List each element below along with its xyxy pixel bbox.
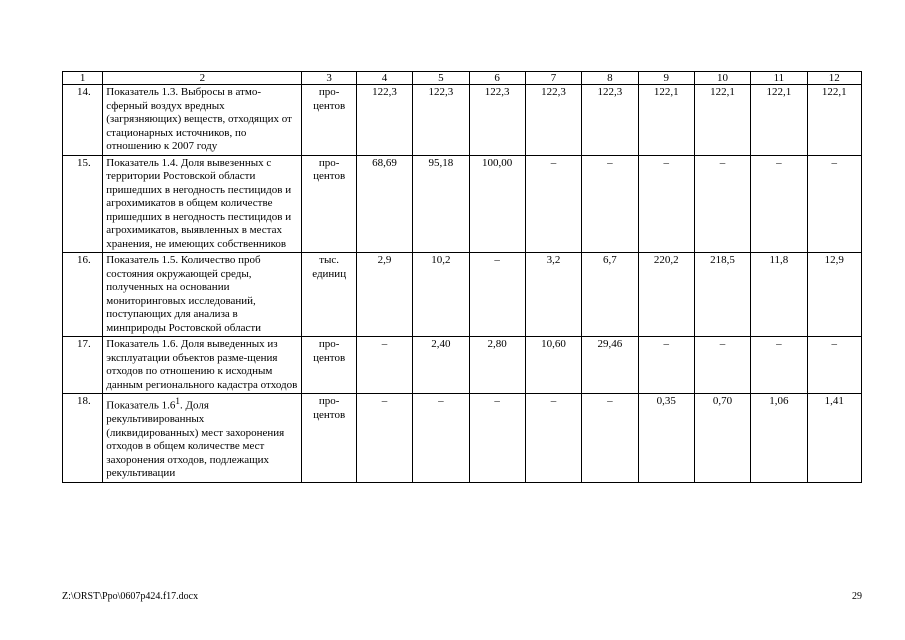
value-cell: – bbox=[638, 155, 694, 253]
row-number: 15. bbox=[63, 155, 103, 253]
indicator-description bbox=[103, 337, 302, 394]
footnote-marker: 1 bbox=[175, 396, 180, 406]
value-cell: 12,9 bbox=[807, 253, 861, 337]
value-cell: 122,3 bbox=[582, 85, 638, 156]
value-cell: 0,70 bbox=[694, 394, 750, 483]
value-cell: 122,3 bbox=[356, 85, 412, 156]
value-cell: – bbox=[356, 394, 412, 483]
value-cell: – bbox=[751, 337, 807, 394]
value-cell: 218,5 bbox=[694, 253, 750, 337]
value-cell: – bbox=[694, 155, 750, 253]
value-cell: – bbox=[751, 155, 807, 253]
indicator-description bbox=[103, 155, 302, 253]
header-cell: 4 bbox=[356, 72, 412, 85]
indicator-description bbox=[103, 253, 302, 337]
value-cell: 122,1 bbox=[751, 85, 807, 156]
row-number: 18. bbox=[63, 394, 103, 483]
value-cell: 122,1 bbox=[638, 85, 694, 156]
header-cell: 3 bbox=[302, 72, 356, 85]
value-cell: 1,06 bbox=[751, 394, 807, 483]
value-cell: 122,3 bbox=[525, 85, 581, 156]
indicator-text: Показатель 1.6. Доля выведенных из эксплуатации объектов разме-щения отходов по отношению к исходным данным регионального кадастра отходов bbox=[106, 338, 298, 391]
indicator-description bbox=[103, 394, 302, 483]
unit-cell: про-центов bbox=[302, 85, 356, 156]
table-row bbox=[63, 155, 862, 253]
value-cell: 0,35 bbox=[638, 394, 694, 483]
header-cell: 2 bbox=[103, 72, 302, 85]
indicator-text: Показатель 1.4. Доля вывезенных с территории Ростовской области пришедших в негодность пестицидов и агрохимикатов в общем количестве пришедших в негодность пестицидов и агрохимикатов, выявленных в местах хранения, не имеющих собственников bbox=[106, 156, 292, 250]
value-cell: 220,2 bbox=[638, 253, 694, 337]
value-cell: – bbox=[582, 394, 638, 483]
header-cell: 11 bbox=[751, 72, 807, 85]
value-cell: 122,1 bbox=[807, 85, 861, 156]
page-number: 29 bbox=[852, 591, 862, 602]
value-cell: – bbox=[638, 337, 694, 394]
value-cell: 1,41 bbox=[807, 394, 861, 483]
header-cell: 12 bbox=[807, 72, 861, 85]
indicator-table-container bbox=[62, 71, 862, 483]
value-cell: – bbox=[582, 155, 638, 253]
row-number: 16. bbox=[63, 253, 103, 337]
value-cell: 6,7 bbox=[582, 253, 638, 337]
value-cell: 10,2 bbox=[413, 253, 469, 337]
indicator-text: Показатель 1.6 bbox=[106, 399, 176, 412]
value-cell: – bbox=[694, 337, 750, 394]
value-cell: 3,2 bbox=[525, 253, 581, 337]
value-cell: 2,40 bbox=[413, 337, 469, 394]
value-cell: – bbox=[469, 253, 525, 337]
value-cell: – bbox=[807, 155, 861, 253]
header-cell: 6 bbox=[469, 72, 525, 85]
value-cell: 100,00 bbox=[469, 155, 525, 253]
value-cell: – bbox=[356, 337, 412, 394]
indicator-text: Показатель 1.5. Количество проб состояния окружающей среды, полученных на основании мониторинговых исследований, поступающих для анализа в минприроды Ростовской области bbox=[106, 254, 262, 334]
value-cell: 11,8 bbox=[751, 253, 807, 337]
unit-cell: тыс. единиц bbox=[302, 253, 356, 337]
header-cell: 9 bbox=[638, 72, 694, 85]
unit-cell: про-центов bbox=[302, 155, 356, 253]
table-row bbox=[63, 394, 862, 483]
table-row bbox=[63, 253, 862, 337]
value-cell: 122,1 bbox=[694, 85, 750, 156]
value-cell: – bbox=[525, 394, 581, 483]
value-cell: 122,3 bbox=[413, 85, 469, 156]
value-cell: – bbox=[525, 155, 581, 253]
row-number: 17. bbox=[63, 337, 103, 394]
value-cell: 2,80 bbox=[469, 337, 525, 394]
header-cell: 5 bbox=[413, 72, 469, 85]
value-cell: 122,3 bbox=[469, 85, 525, 156]
value-cell: – bbox=[413, 394, 469, 483]
header-cell: 8 bbox=[582, 72, 638, 85]
value-cell: 2,9 bbox=[356, 253, 412, 337]
value-cell: 68,69 bbox=[356, 155, 412, 253]
indicator-text-continued: . Доля рекультивированных (ликвидированных) мест захоронения отходов в общем количестве мест захоронения отходов, подлежащих рекультивации bbox=[106, 399, 285, 480]
value-cell: 29,46 bbox=[582, 337, 638, 394]
table-row bbox=[63, 85, 862, 156]
value-cell: 10,60 bbox=[525, 337, 581, 394]
indicator-table bbox=[62, 71, 862, 483]
indicator-description bbox=[103, 85, 302, 156]
header-cell: 10 bbox=[694, 72, 750, 85]
file-path: Z:\ORST\Ppo\0607p424.f17.docx bbox=[62, 591, 199, 602]
header-cell: 1 bbox=[63, 72, 103, 85]
table-row bbox=[63, 337, 862, 394]
value-cell: – bbox=[469, 394, 525, 483]
value-cell: 95,18 bbox=[413, 155, 469, 253]
unit-cell: про-центов bbox=[302, 394, 356, 483]
unit-cell: про-центов bbox=[302, 337, 356, 394]
value-cell: – bbox=[807, 337, 861, 394]
row-number: 14. bbox=[63, 85, 103, 156]
header-cell: 7 bbox=[525, 72, 581, 85]
indicator-text: Показатель 1.3. Выбросы в атмо-сферный воздух вредных (загрязняющих) веществ, отходящих от стационарных источников, по отношению к 2007 году bbox=[106, 86, 292, 152]
header-row bbox=[63, 72, 862, 85]
